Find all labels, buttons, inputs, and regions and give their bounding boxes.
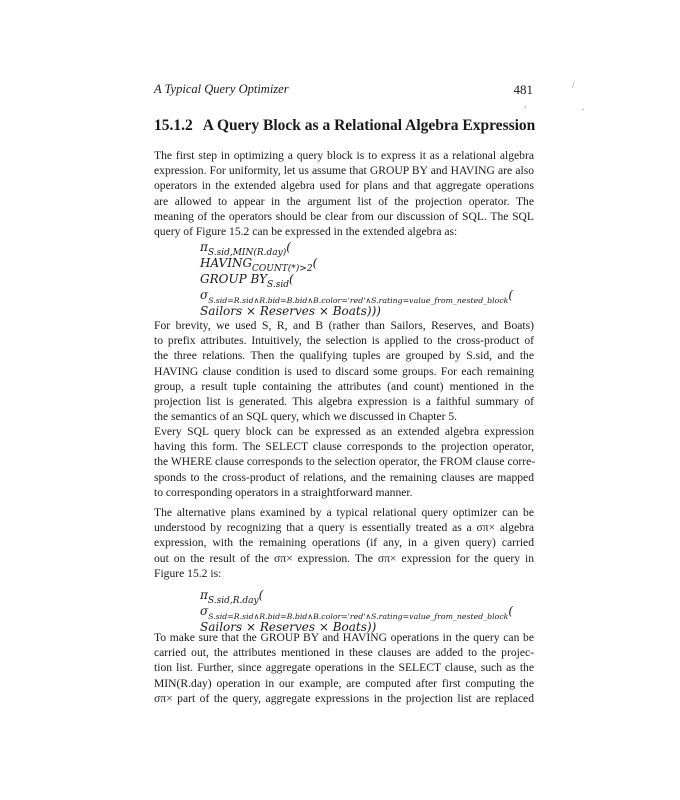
algebra-expression-2 xyxy=(200,584,540,632)
text-line: to prefix attributes. Intuitively, the selection is applied to the cross-product of xyxy=(154,334,534,348)
text-line: to corresponding operators in a straightforward manner. xyxy=(154,485,413,499)
text-line: group, a result tuple containing the attributes (and count) mentioned in the xyxy=(154,379,534,393)
text-line: out on the result of the σπ× expression. The σπ× expression for the query in xyxy=(154,551,534,565)
text-line: carried out, the attributes mentioned in these clauses are added to the projec- xyxy=(154,646,534,660)
paragraph-3 xyxy=(154,424,534,500)
formula-subscript: COUNT(*)>2 xyxy=(252,264,313,275)
formula-line xyxy=(200,300,381,319)
text-line: understood by recognizing that a query is essentially treated as a σπ× algebra xyxy=(154,521,534,535)
text-line: MIN(R.day) operation in our example, are computed after first computing the xyxy=(154,676,534,690)
text-line: meaning of the operators should be clear from our discussion of SQL. The SQL xyxy=(154,209,534,223)
formula-operator: GROUP BY xyxy=(200,272,267,286)
formula-subscript: S.sid xyxy=(267,280,289,291)
text-line: tion list. Further, since aggregate operations in the SELECT clause, such as the xyxy=(154,661,534,675)
paragraph-5 xyxy=(154,630,534,706)
text-line: Every SQL query block can be expressed as an extended algebra expression xyxy=(154,425,534,438)
formula-subscript: S.sid,MIN(R.day) xyxy=(207,248,287,259)
text-line: Figure 15.2 is: xyxy=(154,566,222,580)
page-number: 481 xyxy=(513,82,533,97)
text-line: the semantics of an SQL query, which we discussed in Chapter 5. xyxy=(154,410,458,424)
margin-mark: / xyxy=(572,80,575,90)
formula-subscript: S.sid=R.sid∧R.bid=B.bid∧B.color='red'∧S.rating=value_from_nested_block xyxy=(208,296,509,306)
formula-product: Sailors × Reserves × Boats))) xyxy=(200,304,381,318)
text-line: HAVING clause condition is used to discard some groups. For each remaining xyxy=(154,364,534,378)
text-line: projection list is generated. This algebra expression is a faithful summary of xyxy=(154,395,534,409)
text-line: For brevity, we used S, R, and B (rather than Sailors, Reserves, and Boats) xyxy=(154,319,534,332)
margin-mark: . xyxy=(582,102,585,112)
text-line: the three relations. Then the qualifying tuples are grouped by S.sid, and the xyxy=(154,349,534,363)
text-line: expression, with the remaining operations (if any, in a given query) carried xyxy=(154,536,534,550)
paragraph-1 xyxy=(154,148,534,239)
formula-subscript: S.sid,R.day xyxy=(207,596,259,607)
text-line: operators in the extended algebra used for plans and that aggregate operations xyxy=(154,179,534,193)
formula-operator: HAVING xyxy=(200,256,253,270)
text-line: The alternative plans examined by a typical relational query optimizer can be xyxy=(154,506,534,519)
formula-subscript: S.sid=R.sid∧R.bid=B.bid∧B.color='red'∧S.rating=value_from_nested_block xyxy=(208,612,509,622)
section-title: A Query Block as a Relational Algebra Expression xyxy=(202,117,536,134)
formula-product: Sailors × Reserves × Boats)) xyxy=(200,620,377,634)
margin-mark: , xyxy=(524,99,527,109)
section-number: 15.1.2 xyxy=(154,117,193,134)
formula-line: $HAVING_{COUNT(*)>2}$( xyxy=(200,256,318,275)
formula-line: $\pi_{S.sid,MIN(R.day)}$( xyxy=(200,240,291,259)
formula-line: $\sigma_{S.sid=R.sid\wedge R.bid=B.bid\wedge B.color='red'\wedge S.rating=value\_from\_nested\_block}$( xyxy=(200,288,514,306)
algebra-expression-1 xyxy=(200,236,540,316)
paragraph-2 xyxy=(154,318,534,424)
text-line: sponds to the cross-product of relations, and the remaining clauses are mapped xyxy=(154,470,534,484)
text-line: The first step in optimizing a query block is to express it as a relational algebra xyxy=(154,149,534,162)
running-header-title: A Typical Query Optimizer xyxy=(154,82,289,96)
paragraph-4 xyxy=(154,505,534,581)
text-line: the WHERE clause corresponds to the selection operator, the FROM clause corre- xyxy=(154,455,536,469)
section-heading xyxy=(154,117,554,135)
formula-line: $\sigma_{S.sid=R.sid\wedge R.bid=B.bid\wedge B.color='red'\wedge S.rating=value\_from\_nested\_block}$( xyxy=(200,604,514,622)
text-line: having this form. The SELECT clause corresponds to the projection operator, xyxy=(154,440,534,454)
text-line: σπ× part of the query, aggregate expressions in the projection list are replaced xyxy=(154,691,534,705)
text-line: To make sure that the GROUP BY and HAVING operations in the query can be xyxy=(154,631,534,644)
text-line: expression. For uniformity, let us assume that GROUP BY and HAVING are also xyxy=(154,164,534,178)
text-line: query of Figure 15.2 can be expressed in the extended algebra as: xyxy=(154,225,458,239)
formula-line: $\pi_{S.sid,R.day}$( xyxy=(200,588,264,607)
formula-line: GROUP $BY_{S.sid}$( xyxy=(200,272,294,291)
text-line: are allowed to appear in the argument list of the projection operator. The xyxy=(154,194,534,208)
